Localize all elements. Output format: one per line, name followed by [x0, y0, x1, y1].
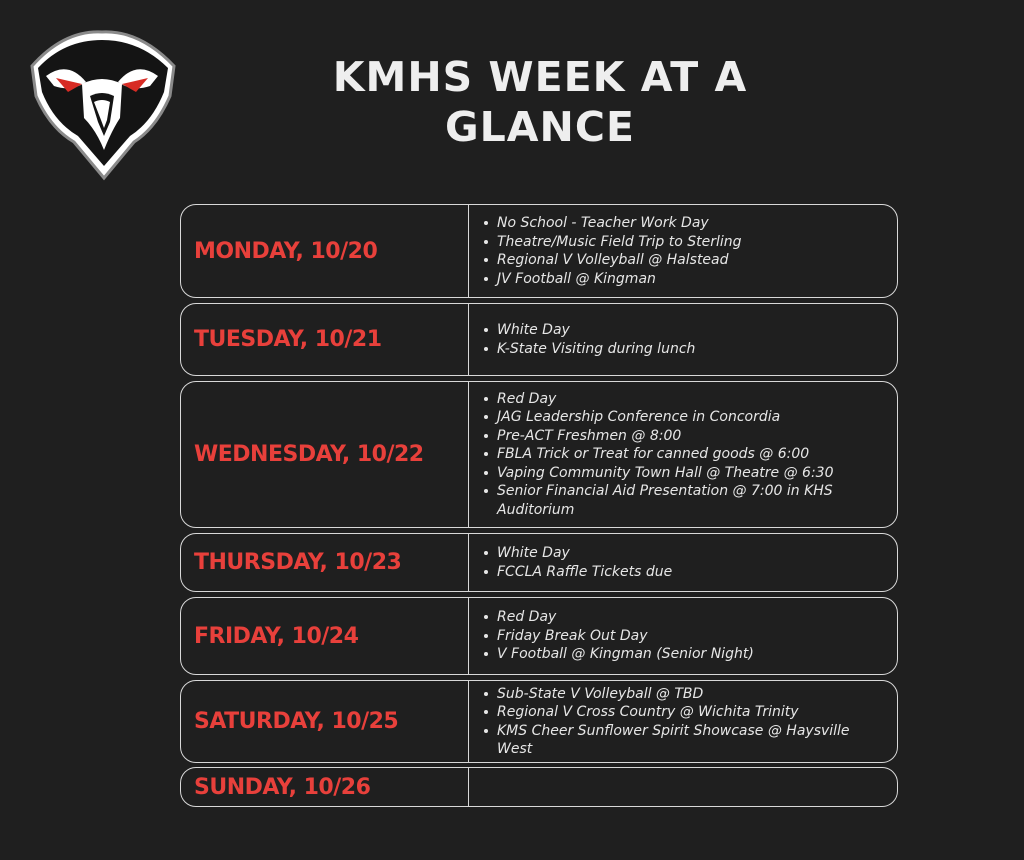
day-row-friday	[180, 597, 898, 675]
event-item: JV Football @ Kingman	[497, 270, 885, 289]
event-list	[469, 681, 897, 762]
event-item: No School - Teacher Work Day	[497, 214, 885, 233]
page-title-line-1: KMHS WEEK AT A	[332, 53, 748, 101]
event-item: FCCLA Raffle Tickets due	[497, 563, 885, 582]
hawk-mascot-icon	[24, 26, 180, 182]
event-list	[469, 382, 897, 527]
event-item: Pre-ACT Freshmen @ 8:00	[497, 427, 885, 446]
event-item: Sub-State V Volleyball @ TBD	[497, 685, 885, 704]
event-item: Regional V Volleyball @ Halstead	[497, 251, 885, 270]
event-item: KMS Cheer Sunflower Spirit Showcase @ Haysville West	[497, 722, 885, 759]
event-item: Regional V Cross Country @ Wichita Trinity	[497, 703, 885, 722]
day-row-saturday	[180, 680, 898, 763]
day-row-tuesday	[180, 303, 898, 376]
event-item: Red Day	[497, 608, 885, 627]
event-list	[469, 598, 897, 674]
event-list	[469, 768, 897, 806]
event-item: JAG Leadership Conference in Concordia	[497, 408, 885, 427]
event-item: Senior Financial Aid Presentation @ 7:00 in KHS Auditorium	[497, 482, 885, 519]
day-row-wednesday	[180, 381, 898, 528]
event-item: White Day	[497, 544, 885, 563]
event-list	[469, 304, 897, 375]
day-label: WEDNESDAY, 10/22	[181, 382, 469, 527]
day-label: FRIDAY, 10/24	[181, 598, 469, 674]
day-label: THURSDAY, 10/23	[181, 534, 469, 591]
event-item: White Day	[497, 321, 885, 340]
event-item: V Football @ Kingman (Senior Night)	[497, 645, 885, 664]
day-label: SUNDAY, 10/26	[181, 768, 469, 806]
day-row-sunday	[180, 767, 898, 807]
day-label: MONDAY, 10/20	[181, 205, 469, 297]
event-item: Red Day	[497, 390, 885, 409]
event-item: K-State Visiting during lunch	[497, 340, 885, 359]
event-list	[469, 534, 897, 591]
day-label: SATURDAY, 10/25	[181, 681, 469, 762]
event-item: Vaping Community Town Hall @ Theatre @ 6:30	[497, 464, 885, 483]
event-list	[469, 205, 897, 297]
event-item: Friday Break Out Day	[497, 627, 885, 646]
day-label: TUESDAY, 10/21	[181, 304, 469, 375]
event-item: FBLA Trick or Treat for canned goods @ 6:00	[497, 445, 885, 464]
day-row-thursday	[180, 533, 898, 592]
event-item: Theatre/Music Field Trip to Sterling	[497, 233, 885, 252]
page-title	[190, 52, 890, 152]
day-row-monday	[180, 204, 898, 298]
page-title-line-2: GLANCE	[445, 103, 635, 151]
